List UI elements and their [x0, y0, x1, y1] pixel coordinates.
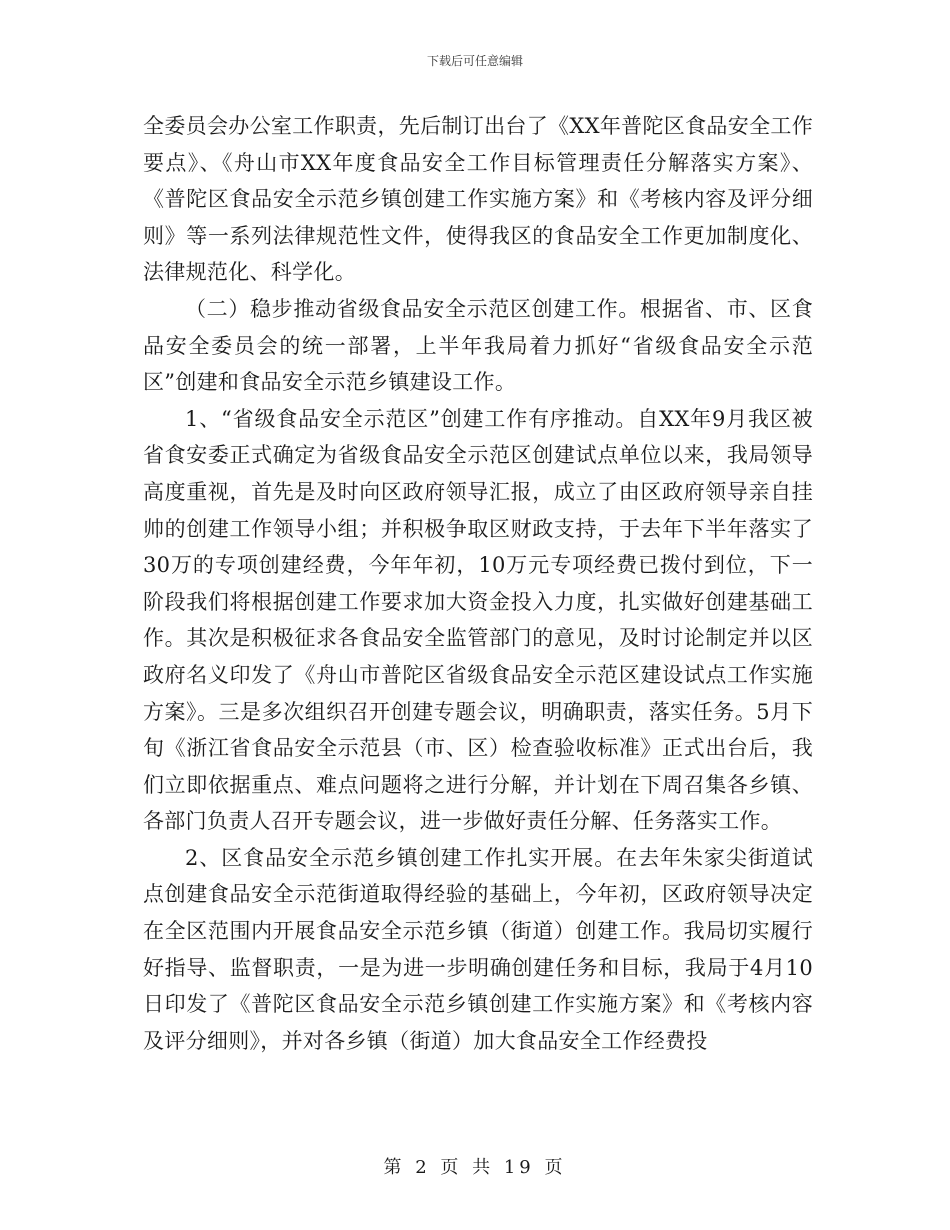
page-number-footer: 第 2 页 共 19 页: [383, 1157, 567, 1178]
document-body: [143, 108, 813, 1059]
paragraph-continued: 全委员会办公室工作职责，先后制订出台了《XX年普陀区食品安全工作要点》、《舟山市XX年度食品安全工作目标管理责任分解落实方案》、《普陀区食品安全示范乡镇创建工作实施方案》和《考核内容及评分细则》等一系列法律规范性文件，使得我区的食品安全工作更加制度化、法律规范化、科学化。: [143, 114, 813, 285]
page-header: 下载后可任意编辑: [426, 54, 523, 68]
paragraph-item-2: 2、区食品安全示范乡镇创建工作扎实开展。在去年朱家尖街道试点创建食品安全示范街道取得经验的基础上，今年初，区政府领导决定在全区范围内开展食品安全示范乡镇（街道）创建工作。我局切实履行好指导、监督职责，一是为进一步明确创建任务和目标，我局于4月10日印发了《普陀区食品安全示范乡镇创建工作实施方案》和《考核内容及评分细则》，并对各乡镇（街道）加大食品安全工作经费投: [143, 845, 813, 1053]
paragraph-section-2: （二）稳步推动省级食品安全示范区创建工作。根据省、市、区食品安全委员会的统一部署，上半年我局着力抓好“省级食品安全示范区”创建和食品安全示范乡镇建设工作。: [143, 296, 813, 395]
paragraph-item-1: 1、“省级食品安全示范区”创建工作有序推动。自XX年9月我区被省食安委正式确定为省级食品安全示范区创建试点单位以来，我局领导高度重视，首先是及时向区政府领导汇报，成立了由区政府领导亲自挂帅的创建工作领导小组；并积极争取区财政支持，于去年下半年落实了30万的专项创建经费，今年年初，10万元专项经费已拨付到位，下一阶段我们将根据创建工作要求加大资金投入力度，扎实做好创建基础工作。其次是积极征求各食品安全监管部门的意见，及时讨论制定并以区政府名义印发了《舟山市普陀区省级食品安全示范区建设试点工作实施方案》。三是多次组织召开创建专题会议，明确职责，落实任务。5月下旬《浙江省食品安全示范县（市、区）检查验收标准》正式出台后，我们立即依据重点、难点问题将之进行分解，并计划在下周召集各乡镇、各部门负责人召开专题会议，进一步做好责任分解、任务落实工作。: [143, 406, 813, 834]
